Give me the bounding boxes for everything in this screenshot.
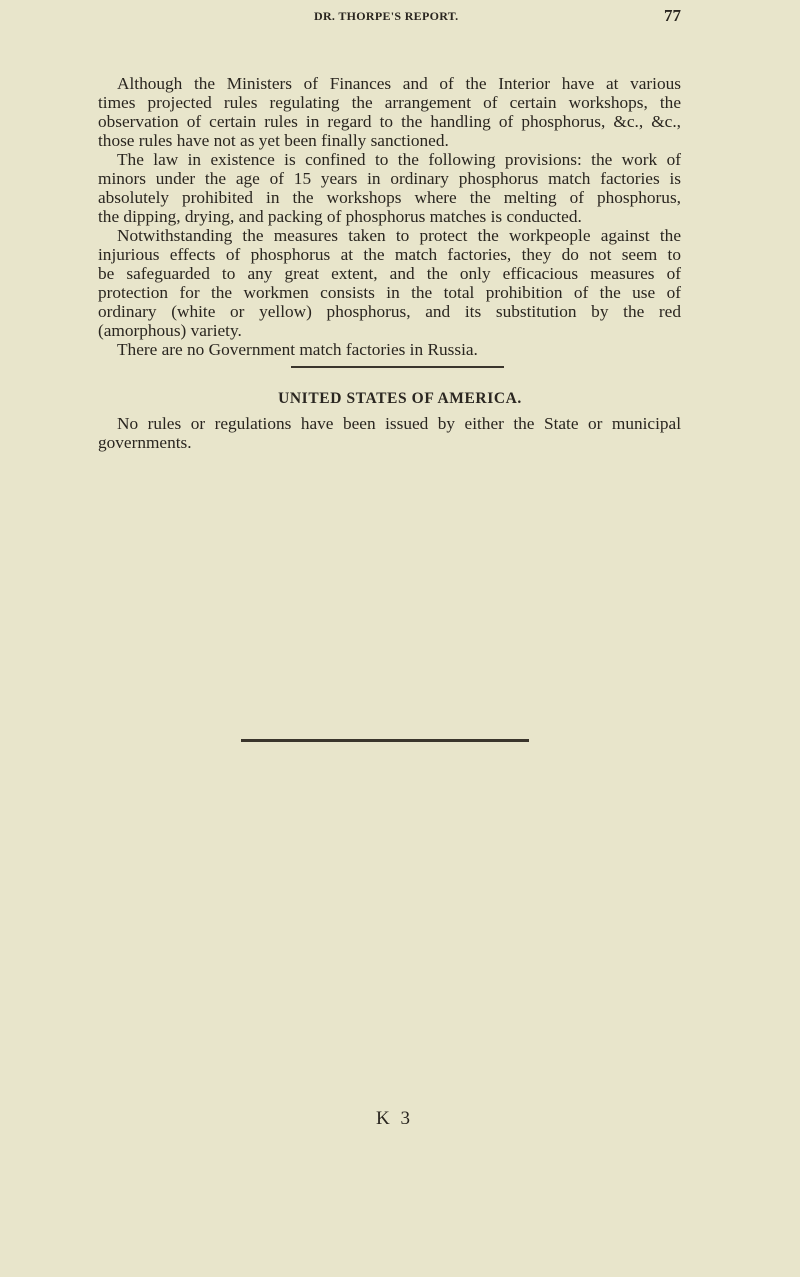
page-number: 77 [664,6,681,25]
text-line: No rules or regulations have been issued by either the State or municipal [117,414,681,433]
text-line: be safeguarded to any great extent, and the only efficacious measures of [98,264,681,283]
text-line: Although the Ministers of Finances and of the Interior have at various [117,74,681,93]
text-line: minors under the age of 15 years in ordinary phosphorus match factories is [98,169,681,188]
text-line: Notwithstanding the measures taken to protect the workpeople against the [117,226,681,245]
end-rule [241,739,529,742]
text-line: absolutely prohibited in the workshops where the melting of phosphorus, [98,188,681,207]
section-heading: UNITED STATES OF AMERICA. [278,390,522,407]
section-divider [291,366,504,368]
signature-mark: K 3 [376,1108,413,1129]
running-header [0,6,800,30]
text-line: those rules have not as yet been finally sanctioned. [98,131,449,150]
text-line: governments. [98,433,192,452]
text-line: (amorphous) variety. [98,321,242,340]
text-line: times projected rules regulating the arrangement of certain workshops, the [98,93,681,112]
text-line: observation of certain rules in regard to the handling of phosphorus, &c., &c., [98,112,681,131]
running-head: DR. THORPE'S REPORT. [314,9,459,23]
text-line: The law in existence is confined to the following provisions: the work of [117,150,681,169]
text-line: injurious effects of phosphorus at the match factories, they do not seem to [98,245,681,264]
text-line: There are no Government match factories in Russia. [117,340,478,359]
text-line: protection for the workmen consists in the total prohibition of the use of [98,283,681,302]
text-line: the dipping, drying, and packing of phosphorus matches is conducted. [98,207,582,226]
text-line: ordinary (white or yellow) phosphorus, and its substitution by the red [98,302,681,321]
